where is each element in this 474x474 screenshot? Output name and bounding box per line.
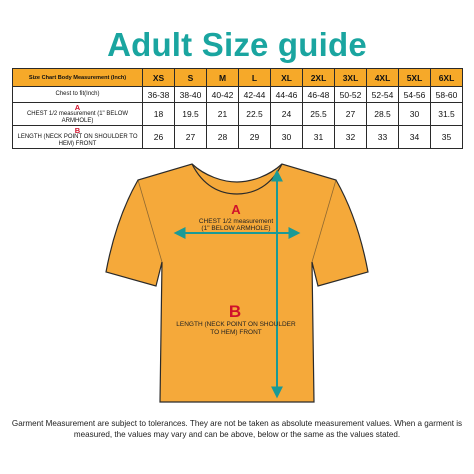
- table-cell: 58-60: [431, 87, 463, 103]
- table-header-row: [13, 69, 463, 87]
- table-cell: 29: [239, 126, 271, 149]
- size-header: 6XL: [431, 69, 463, 87]
- chest-label-line1: CHEST 1/2 measurement: [198, 218, 274, 225]
- table-cell: 52-54: [367, 87, 399, 103]
- table-cell: 34: [399, 126, 431, 149]
- row-label-text: CHEST 1/2 measurement (1" BELOW ARMHOLE): [26, 110, 129, 124]
- table-cell: 30: [271, 126, 303, 149]
- size-header: 2XL: [303, 69, 335, 87]
- table-cell: 28: [207, 126, 239, 149]
- table-cell: 38-40: [175, 87, 207, 103]
- table-cell: 32: [335, 126, 367, 149]
- table-cell: 35: [431, 126, 463, 149]
- size-header: XL: [271, 69, 303, 87]
- row-label-text: LENGTH (NECK POINT ON SHOULDER TO HEM) FRONT: [17, 133, 138, 147]
- header-label: Size Chart Body Measurement (Inch): [13, 69, 143, 87]
- table-row: [13, 126, 463, 149]
- table-cell: 19.5: [175, 103, 207, 126]
- table-cell: 27: [175, 126, 207, 149]
- table-cell: 40-42: [207, 87, 239, 103]
- size-chart-table: [12, 68, 463, 149]
- row-label: [13, 103, 143, 126]
- table-cell: 54-56: [399, 87, 431, 103]
- table-cell: 33: [367, 126, 399, 149]
- row-label: [13, 87, 143, 103]
- table-cell: 28.5: [367, 103, 399, 126]
- table-cell: 36-38: [143, 87, 175, 103]
- table-cell: 27: [335, 103, 367, 126]
- table-cell: 31.5: [431, 103, 463, 126]
- table-row: [13, 87, 463, 103]
- tolerance-note: Garment Measurement are subject to tolerances. They are not be taken as absolute measurement values. When a garment is measured, the values may vary and can be above, below or the same as the values stated.: [11, 419, 463, 439]
- size-header: M: [207, 69, 239, 87]
- row-mark: A: [74, 102, 81, 112]
- length-label-line1: LENGTH (NECK POINT ON SHOULDER: [176, 321, 296, 328]
- tshirt-diagram: [0, 150, 474, 412]
- chest-label-line2: (1" BELOW ARMHOLE): [201, 225, 271, 232]
- size-header: S: [175, 69, 207, 87]
- table-cell: 30: [399, 103, 431, 126]
- size-header: L: [239, 69, 271, 87]
- row-mark: B: [74, 125, 81, 135]
- page-title: Adult Size guide: [107, 26, 367, 63]
- table-cell: 22.5: [239, 103, 271, 126]
- size-header: 4XL: [367, 69, 399, 87]
- table-cell: 24: [271, 103, 303, 126]
- length-label-line2: TO HEM) FRONT: [210, 329, 262, 336]
- table-cell: 44-46: [271, 87, 303, 103]
- table-cell: 46-48: [303, 87, 335, 103]
- chest-mark: A: [231, 202, 241, 217]
- row-label-text: Chest to fit(Inch): [55, 91, 100, 98]
- table-cell: 26: [143, 126, 175, 149]
- size-header: 5XL: [399, 69, 431, 87]
- size-header: 3XL: [335, 69, 367, 87]
- size-header: XS: [143, 69, 175, 87]
- table-cell: 18: [143, 103, 175, 126]
- table-row: [13, 103, 463, 126]
- table-cell: 50-52: [335, 87, 367, 103]
- table-cell: 42-44: [239, 87, 271, 103]
- tshirt-icon: [106, 164, 368, 402]
- table-cell: 21: [207, 103, 239, 126]
- length-mark: B: [228, 302, 242, 321]
- row-label: [13, 126, 143, 149]
- table-cell: 31: [303, 126, 335, 149]
- table-cell: 25.5: [303, 103, 335, 126]
